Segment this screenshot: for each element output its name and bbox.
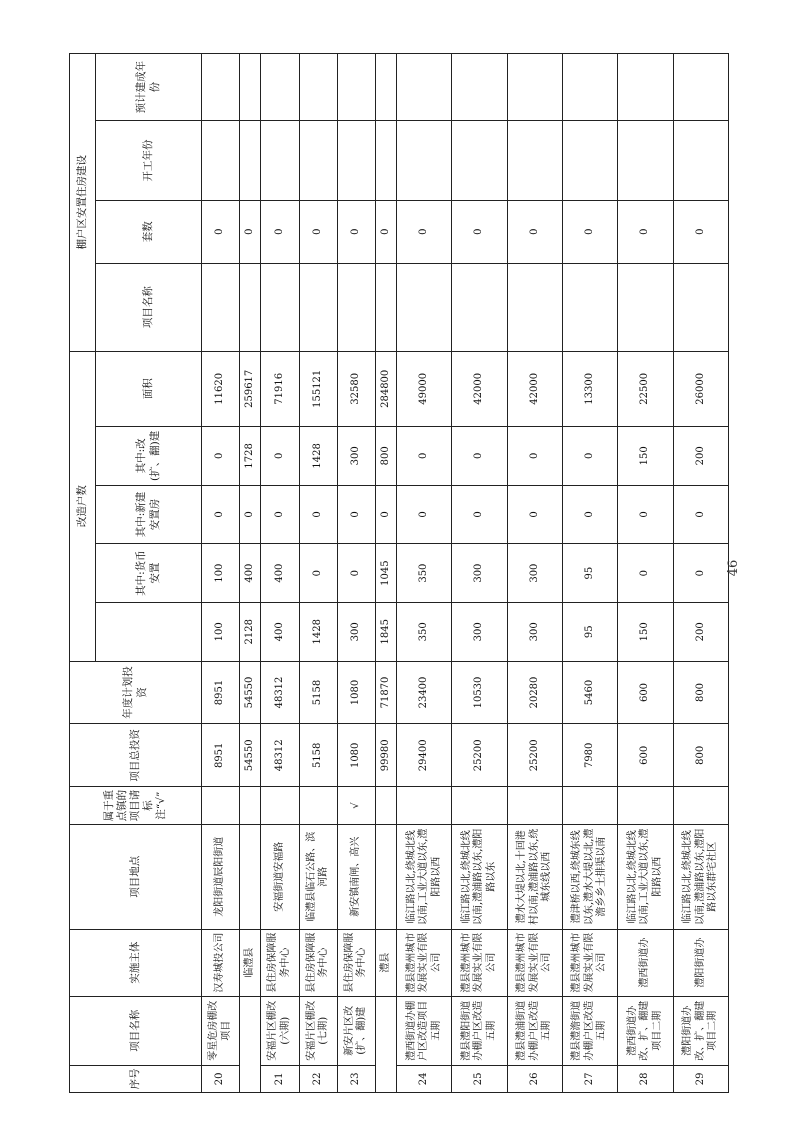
cell-res-complete	[261, 54, 299, 121]
cell-res-name	[452, 263, 507, 351]
cell-res-units: 0	[507, 200, 562, 263]
cell-total-invest: 25200	[507, 724, 562, 787]
cell-key-town	[507, 787, 562, 825]
cell-hh-rebuild: 150	[618, 427, 673, 486]
cell-hh-monetary: 0	[299, 544, 337, 603]
header-res-complete: 预计建成年份	[96, 54, 202, 121]
cell-annual-invest: 23400	[397, 661, 452, 724]
cell-key-town	[202, 787, 240, 825]
cell-subject: 澧县澧州城市发展实业有限公司	[452, 929, 507, 996]
cell-hh-new: 0	[452, 485, 507, 544]
cell-hh-new: 0	[261, 485, 299, 544]
cell-subject: 县住房保障服务中心	[261, 929, 299, 996]
cell-annual-invest: 8951	[202, 661, 240, 724]
cell-project-name: 澧西街道办棚户区改造项目五期	[397, 996, 452, 1065]
cell-res-name	[507, 263, 562, 351]
cell-res-units: 0	[299, 200, 337, 263]
cell-location: 龙阳街道辰阳街道	[202, 824, 240, 929]
cell-res-units: 0	[261, 200, 299, 263]
cell-hh-rebuild: 300	[337, 427, 375, 486]
cell-hh-new: 0	[563, 485, 618, 544]
cell-res-start	[673, 121, 728, 201]
cell-location: 临江路以北,绕城北线以南,工业大道以东,澧阳路以西	[618, 824, 673, 929]
cell-location: 澧津桥以西,绕城东线以东,澧水大堤以北,澧澹乡乡土排渠以南	[563, 824, 618, 929]
table-row	[397, 54, 452, 1093]
cell-res-name	[299, 263, 337, 351]
subtotal-blank	[240, 996, 261, 1092]
table-row	[299, 54, 337, 1093]
cell-households: 350	[397, 602, 452, 661]
cell-key-town: √	[337, 787, 375, 825]
header-subject: 实施主体	[70, 929, 202, 996]
subtotal-area: 259617	[240, 351, 261, 426]
cell-res-units: 0	[563, 200, 618, 263]
cell-households: 1428	[299, 602, 337, 661]
header-area: 面积	[96, 351, 202, 426]
cell-location: 临澧县临石公路、滨河路	[299, 824, 337, 929]
cell-hh-monetary: 400	[261, 544, 299, 603]
cell-hh-monetary: 0	[618, 544, 673, 603]
cell-seq: 29	[673, 1065, 728, 1092]
cell-res-units: 0	[202, 200, 240, 263]
cell-res-name	[202, 263, 240, 351]
subtotal-blank	[376, 996, 397, 1092]
cell-location: 澧水大堤以北,十回港村以南,澧浦路以东,绕城东线以西	[507, 824, 562, 929]
cell-hh-new: 0	[337, 485, 375, 544]
cell-hh-rebuild: 0	[452, 427, 507, 486]
header-resettle-group: 棚户区安置住房建设	[70, 54, 96, 352]
cell-res-name	[618, 263, 673, 351]
cell-annual-invest: 1080	[337, 661, 375, 724]
header-key-town: 属于重点镇的项目请标注“√”	[70, 787, 202, 825]
cell-key-town	[397, 787, 452, 825]
cell-res-name	[563, 263, 618, 351]
cell-res-units: 0	[397, 200, 452, 263]
header-location: 项目地点	[70, 824, 202, 929]
subtotal-hh-rebuild: 1728	[240, 427, 261, 486]
cell-res-start	[261, 121, 299, 201]
page-number: 46	[726, 559, 741, 577]
cell-hh-rebuild: 0	[563, 427, 618, 486]
subtotal-area: 284800	[376, 351, 397, 426]
cell-hh-monetary: 350	[397, 544, 452, 603]
cell-total-invest: 48312	[261, 724, 299, 787]
cell-area: 11620	[202, 351, 240, 426]
cell-key-town	[618, 787, 673, 825]
subtotal-location	[376, 824, 397, 929]
cell-res-name	[673, 263, 728, 351]
subtotal-res-start	[376, 121, 397, 201]
subtotal-hh-monetary: 1045	[376, 544, 397, 603]
cell-total-invest: 8951	[202, 724, 240, 787]
cell-households: 150	[618, 602, 673, 661]
table-row	[507, 54, 562, 1093]
subtotal-res-complete	[376, 54, 397, 121]
cell-res-units: 0	[618, 200, 673, 263]
header-households-total	[96, 602, 202, 661]
header-seq: 序号	[70, 1065, 202, 1092]
cell-total-invest: 7980	[563, 724, 618, 787]
cell-res-complete	[202, 54, 240, 121]
cell-res-start	[452, 121, 507, 201]
subtotal-hh-new: 0	[240, 485, 261, 544]
cell-annual-invest: 20280	[507, 661, 562, 724]
cell-res-complete	[673, 54, 728, 121]
cell-hh-rebuild: 200	[673, 427, 728, 486]
cell-res-start	[618, 121, 673, 201]
cell-res-start	[202, 121, 240, 201]
cell-res-units: 0	[337, 200, 375, 263]
cell-total-invest: 5158	[299, 724, 337, 787]
subtotal-key	[240, 787, 261, 825]
cell-hh-monetary: 100	[202, 544, 240, 603]
cell-total-invest: 29400	[397, 724, 452, 787]
cell-area: 155121	[299, 351, 337, 426]
header-hh-rebuild: 其中:改(扩、翻)建	[96, 427, 202, 486]
cell-subject: 澧西街道办	[618, 929, 673, 996]
cell-res-complete	[299, 54, 337, 121]
cell-res-name	[261, 263, 299, 351]
cell-hh-new: 0	[299, 485, 337, 544]
header-total-invest: 项目总投资	[70, 724, 202, 787]
cell-area: 42000	[507, 351, 562, 426]
cell-households: 100	[202, 602, 240, 661]
header-res-units: 套数	[96, 200, 202, 263]
subtotal-households: 2128	[240, 602, 261, 661]
header-annual-invest: 年度计划投资	[70, 661, 202, 724]
header-project-name: 项目名称	[70, 996, 202, 1065]
cell-seq: 25	[452, 1065, 507, 1092]
cell-hh-new: 0	[202, 485, 240, 544]
subtotal-hh-rebuild: 800	[376, 427, 397, 486]
subtotal-location	[240, 824, 261, 929]
subtotal-res-units: 0	[376, 200, 397, 263]
cell-seq: 20	[202, 1065, 240, 1092]
cell-subject: 澧县澧州城市发展实业有限公司	[397, 929, 452, 996]
cell-project-name: 澧阳街道办改、扩、翻建项目二期	[673, 996, 728, 1065]
cell-res-start	[563, 121, 618, 201]
cell-annual-invest: 48312	[261, 661, 299, 724]
subtotal-key	[376, 787, 397, 825]
cell-res-name	[397, 263, 452, 351]
cell-hh-new: 0	[618, 485, 673, 544]
cell-project-name: 安福片区棚改(六期)	[261, 996, 299, 1065]
cell-households: 300	[337, 602, 375, 661]
subtotal-res-name	[240, 263, 261, 351]
cell-hh-new: 0	[507, 485, 562, 544]
cell-hh-rebuild: 0	[261, 427, 299, 486]
cell-hh-monetary: 95	[563, 544, 618, 603]
subtotal-annual-invest: 54550	[240, 661, 261, 724]
cell-seq: 22	[299, 1065, 337, 1092]
cell-res-complete	[452, 54, 507, 121]
table-row	[202, 54, 240, 1093]
subtotal-res-complete	[240, 54, 261, 121]
cell-seq: 23	[337, 1065, 375, 1092]
cell-households: 300	[507, 602, 562, 661]
header-hh-new: 其中:新建安置房	[96, 485, 202, 544]
cell-total-invest: 25200	[452, 724, 507, 787]
cell-hh-new: 0	[397, 485, 452, 544]
subtotal-total-invest: 99980	[376, 724, 397, 787]
cell-location: 临江路以北,绕城北线以南,工业大道以东,澧阳路以西	[397, 824, 452, 929]
table-body	[202, 54, 729, 1093]
rotated-table-container	[69, 53, 729, 1093]
cell-area: 42000	[452, 351, 507, 426]
subtotal-annual-invest: 71870	[376, 661, 397, 724]
cell-project-name: 澧县澧阳街道办棚户区改造五期	[452, 996, 507, 1065]
subtotal-label: 澧县	[376, 929, 397, 996]
cell-seq: 27	[563, 1065, 618, 1092]
cell-hh-monetary: 300	[452, 544, 507, 603]
cell-seq: 21	[261, 1065, 299, 1092]
cell-res-complete	[563, 54, 618, 121]
cell-res-start	[337, 121, 375, 201]
cell-subject: 澧县澧州城市发展实业有限公司	[563, 929, 618, 996]
cell-project-name: 安福片区棚改(七期)	[299, 996, 337, 1065]
cell-hh-monetary: 300	[507, 544, 562, 603]
subtotal-label: 临澧县	[240, 929, 261, 996]
subtotal-row	[240, 54, 261, 1093]
subtotal-hh-new: 0	[376, 485, 397, 544]
header-res-name: 项目名称	[96, 263, 202, 351]
cell-annual-invest: 10530	[452, 661, 507, 724]
cell-subject: 澧县澧州城市发展实业有限公司	[507, 929, 562, 996]
table-row	[618, 54, 673, 1093]
cell-hh-monetary: 0	[673, 544, 728, 603]
cell-res-units: 0	[673, 200, 728, 263]
cell-res-complete	[507, 54, 562, 121]
cell-project-name: 澧县澧浦街道办棚户区改造五期	[507, 996, 562, 1065]
cell-area: 71916	[261, 351, 299, 426]
cell-location: 新安镇南闸、高兴	[337, 824, 375, 929]
cell-annual-invest: 800	[673, 661, 728, 724]
cell-hh-new: 0	[673, 485, 728, 544]
header-households-group: 改造户数	[70, 351, 96, 661]
cell-area: 32580	[337, 351, 375, 426]
cell-area: 13300	[563, 351, 618, 426]
cell-key-town	[563, 787, 618, 825]
cell-seq: 26	[507, 1065, 562, 1092]
table-row	[261, 54, 299, 1093]
cell-key-town	[261, 787, 299, 825]
cell-hh-monetary: 0	[337, 544, 375, 603]
cell-households: 200	[673, 602, 728, 661]
cell-area: 49000	[397, 351, 452, 426]
table-row	[452, 54, 507, 1093]
header-res-start: 开工年份	[96, 121, 202, 201]
cell-households: 95	[563, 602, 618, 661]
cell-annual-invest: 600	[618, 661, 673, 724]
cell-res-start	[507, 121, 562, 201]
cell-key-town	[673, 787, 728, 825]
cell-res-complete	[337, 54, 375, 121]
cell-annual-invest: 5158	[299, 661, 337, 724]
cell-subject: 县住房保障服务中心	[337, 929, 375, 996]
cell-project-name: 新安片区改(扩、翻)建	[337, 996, 375, 1065]
cell-subject: 县住房保障服务中心	[299, 929, 337, 996]
cell-total-invest: 1080	[337, 724, 375, 787]
cell-households: 400	[261, 602, 299, 661]
table-row	[563, 54, 618, 1093]
subtotal-households: 1845	[376, 602, 397, 661]
subtotal-total-invest: 54550	[240, 724, 261, 787]
subtotal-hh-monetary: 400	[240, 544, 261, 603]
cell-households: 300	[452, 602, 507, 661]
cell-res-complete	[618, 54, 673, 121]
cell-location: 临江路以北,绕城北线以南,澧浦路以东,澧阳路以东	[452, 824, 507, 929]
cell-seq: 28	[618, 1065, 673, 1092]
cell-location: 安福街道安福路	[261, 824, 299, 929]
cell-key-town	[452, 787, 507, 825]
cell-res-name	[337, 263, 375, 351]
cell-res-start	[397, 121, 452, 201]
subtotal-row	[376, 54, 397, 1093]
cell-annual-invest: 5460	[563, 661, 618, 724]
cell-location: 临江路以北,绕城北线以南,澧浦路以东,澧阳路以东群宅社区	[673, 824, 728, 929]
cell-res-start	[299, 121, 337, 201]
cell-area: 26000	[673, 351, 728, 426]
header-hh-monetary: 其中:货币安置	[96, 544, 202, 603]
cell-area: 22500	[618, 351, 673, 426]
cell-project-name: 零星危房棚改项目	[202, 996, 240, 1065]
shantytown-renovation-table	[69, 53, 729, 1093]
cell-res-complete	[397, 54, 452, 121]
cell-key-town	[299, 787, 337, 825]
subtotal-res-start	[240, 121, 261, 201]
cell-res-units: 0	[452, 200, 507, 263]
cell-total-invest: 800	[673, 724, 728, 787]
cell-hh-rebuild: 1428	[299, 427, 337, 486]
table-row	[337, 54, 375, 1093]
cell-hh-rebuild: 0	[202, 427, 240, 486]
cell-total-invest: 600	[618, 724, 673, 787]
cell-subject: 澧阳街道办	[673, 929, 728, 996]
cell-project-name: 澧县澧澹街道办棚户区改造五期	[563, 996, 618, 1065]
cell-seq: 24	[397, 1065, 452, 1092]
subtotal-res-units: 0	[240, 200, 261, 263]
cell-subject: 汉寿城投公司	[202, 929, 240, 996]
subtotal-res-name	[376, 263, 397, 351]
cell-project-name: 澧西街道办改、扩、翻建项目二期	[618, 996, 673, 1065]
cell-hh-rebuild: 0	[507, 427, 562, 486]
cell-hh-rebuild: 0	[397, 427, 452, 486]
